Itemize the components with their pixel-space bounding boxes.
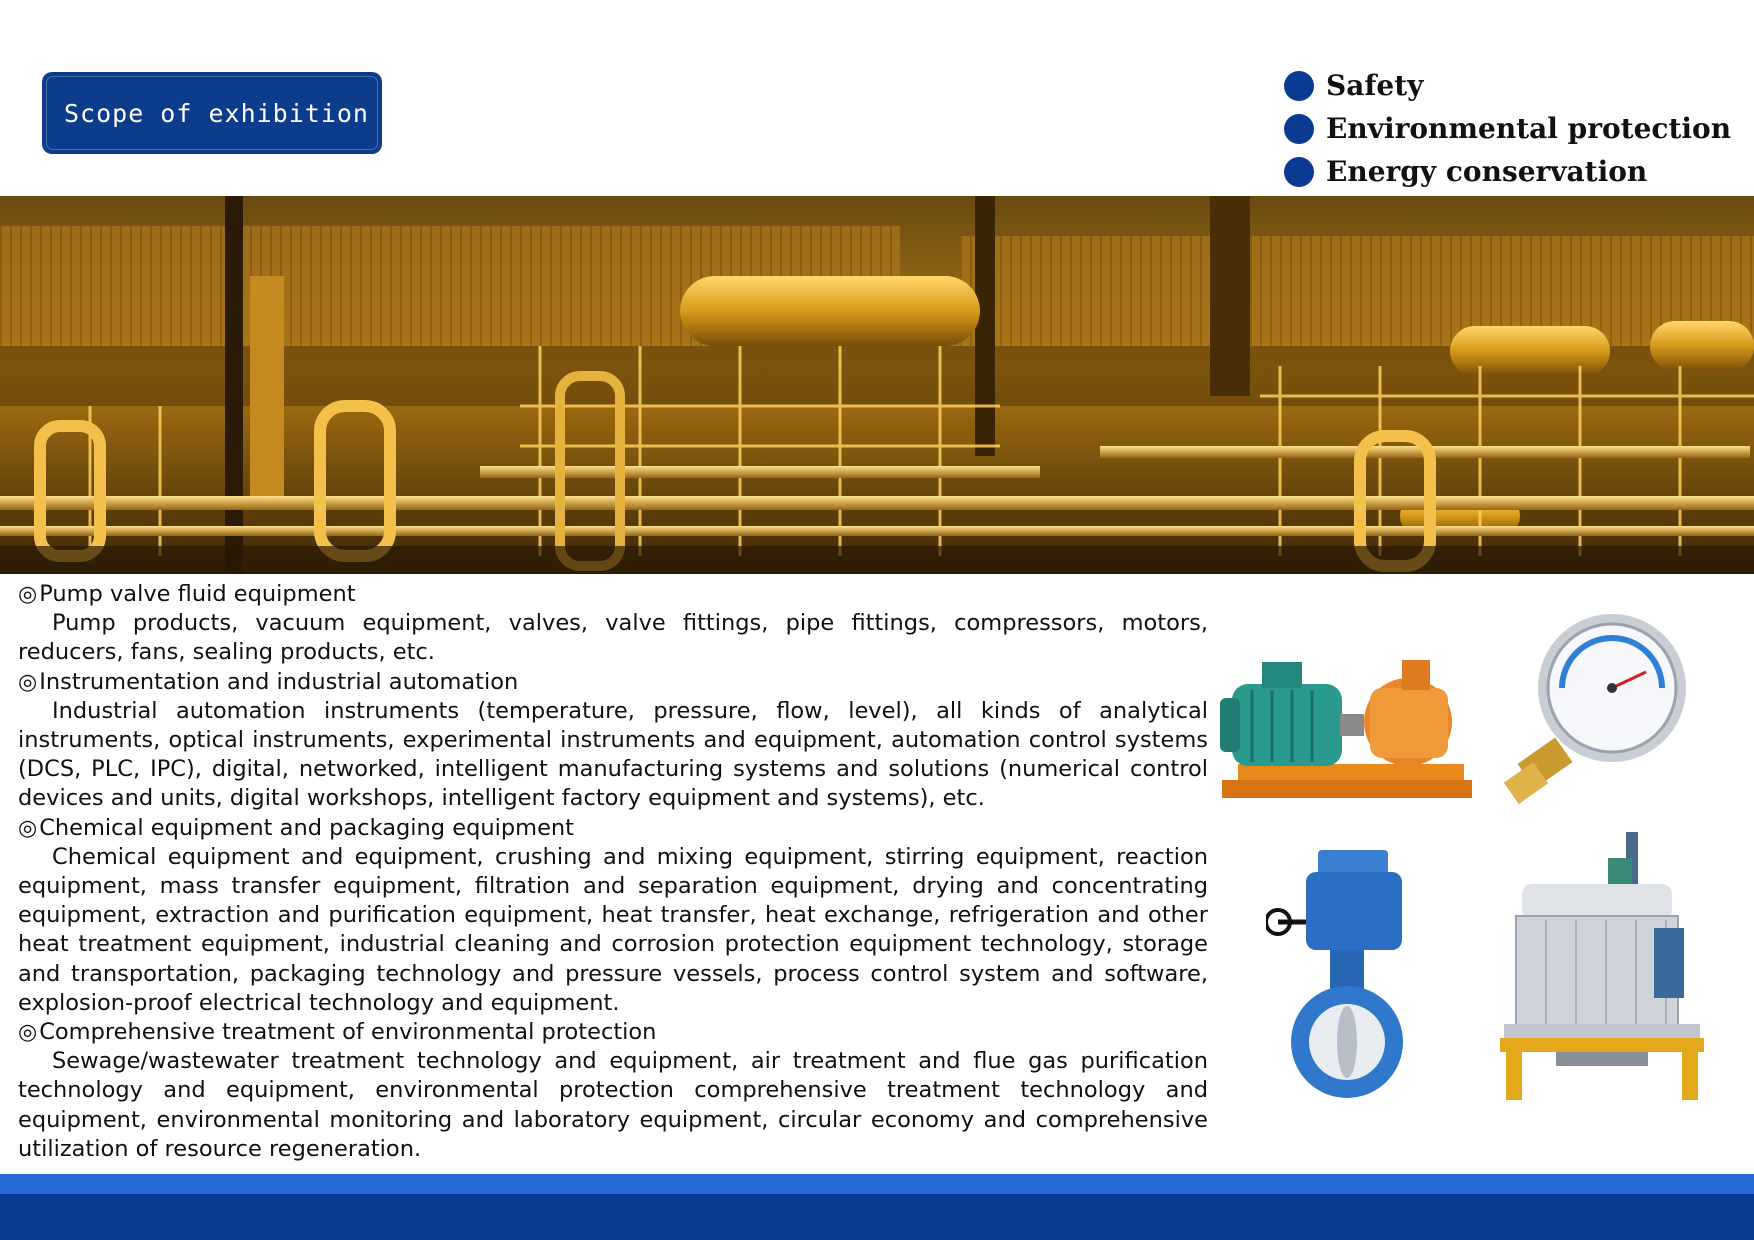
industrial-plant-image	[0, 196, 1754, 574]
scope-of-exhibition-badge	[42, 72, 382, 154]
centrifuge-icon	[1496, 828, 1708, 1104]
bullet-dot-icon	[1284, 114, 1314, 144]
theme-label: Energy conservation	[1326, 155, 1648, 188]
theme-item-safety	[1284, 64, 1731, 107]
section-heading	[18, 668, 1208, 697]
section-instrumentation	[18, 668, 1208, 814]
double-circle-icon: ◎	[18, 815, 38, 841]
industrial-plant-banner	[0, 196, 1754, 574]
theme-label: Environmental protection	[1326, 112, 1732, 145]
double-circle-icon: ◎	[18, 669, 38, 695]
section-environmental	[18, 1018, 1208, 1164]
butterfly-valve-icon	[1266, 846, 1406, 1108]
double-circle-icon: ◎	[18, 582, 38, 607]
vacuum-pump-icon	[1212, 646, 1474, 818]
footer-stripe-light	[0, 1174, 1754, 1194]
product-images	[1200, 610, 1740, 1110]
section-body: Industrial automation instruments (temperature, pressure, flow, level), all kinds of analytical instruments, optical instruments, experimental instruments and equipment, automation control systems (DCS, PLC, IPC), digital, networked, intelligent manufacturing systems and solutions (numerical control devices and units, digital workshops, intelligent factory equipment and systems), etc.	[18, 697, 1208, 812]
section-chemical	[18, 814, 1208, 1018]
section-heading	[18, 580, 1208, 609]
section-title: Comprehensive treatment of environmental protection	[39, 1019, 657, 1046]
bullet-dot-icon	[1284, 71, 1314, 101]
section-heading	[18, 1018, 1208, 1047]
section-body: Chemical equipment and equipment, crushing and mixing equipment, stirring equipment, reaction equipment, mass transfer equipment, filtration and separation equipment, drying and concentrating equipment, extraction and purification equipment, heat transfer, heat exchange, refrigeration and other heat treatment equipment, industrial cleaning and corrosion protection equipment technology, storage and transportation, packaging technology and pressure vessels, process control system and software, explosion-proof electrical technology and equipment.	[18, 843, 1208, 1016]
bullet-dot-icon	[1284, 157, 1314, 187]
theme-item-environmental-protection	[1284, 107, 1731, 150]
section-pump-valve	[18, 580, 1208, 668]
section-heading	[18, 814, 1208, 843]
section-title: Instrumentation and industrial automation	[39, 668, 519, 695]
section-title: Chemical equipment and packaging equipment	[39, 814, 574, 841]
section-title: Pump valve fluid equipment	[39, 581, 356, 607]
exhibition-content	[18, 580, 1208, 1164]
theme-label: Safety	[1326, 69, 1424, 102]
footer-stripe-dark	[0, 1194, 1754, 1240]
section-body: Pump products, vacuum equipment, valves, valve fittings, pipe fittings, compressors, motors, reducers, fans, sealing products, etc.	[18, 610, 1208, 666]
double-circle-icon: ◎	[18, 1020, 38, 1046]
scope-label: Scope of exhibition	[64, 98, 369, 128]
theme-list	[1284, 64, 1731, 193]
section-body: Sewage/wastewater treatment technology and equipment, air treatment and flue gas purification technology and equipment, environmental protection comprehensive treatment technology and equipment, environmental monitoring and laboratory equipment, circular economy and comprehensive utilization of resource regeneration.	[18, 1048, 1208, 1162]
pressure-gauge-icon	[1500, 610, 1690, 810]
theme-item-energy-conservation	[1284, 150, 1731, 193]
